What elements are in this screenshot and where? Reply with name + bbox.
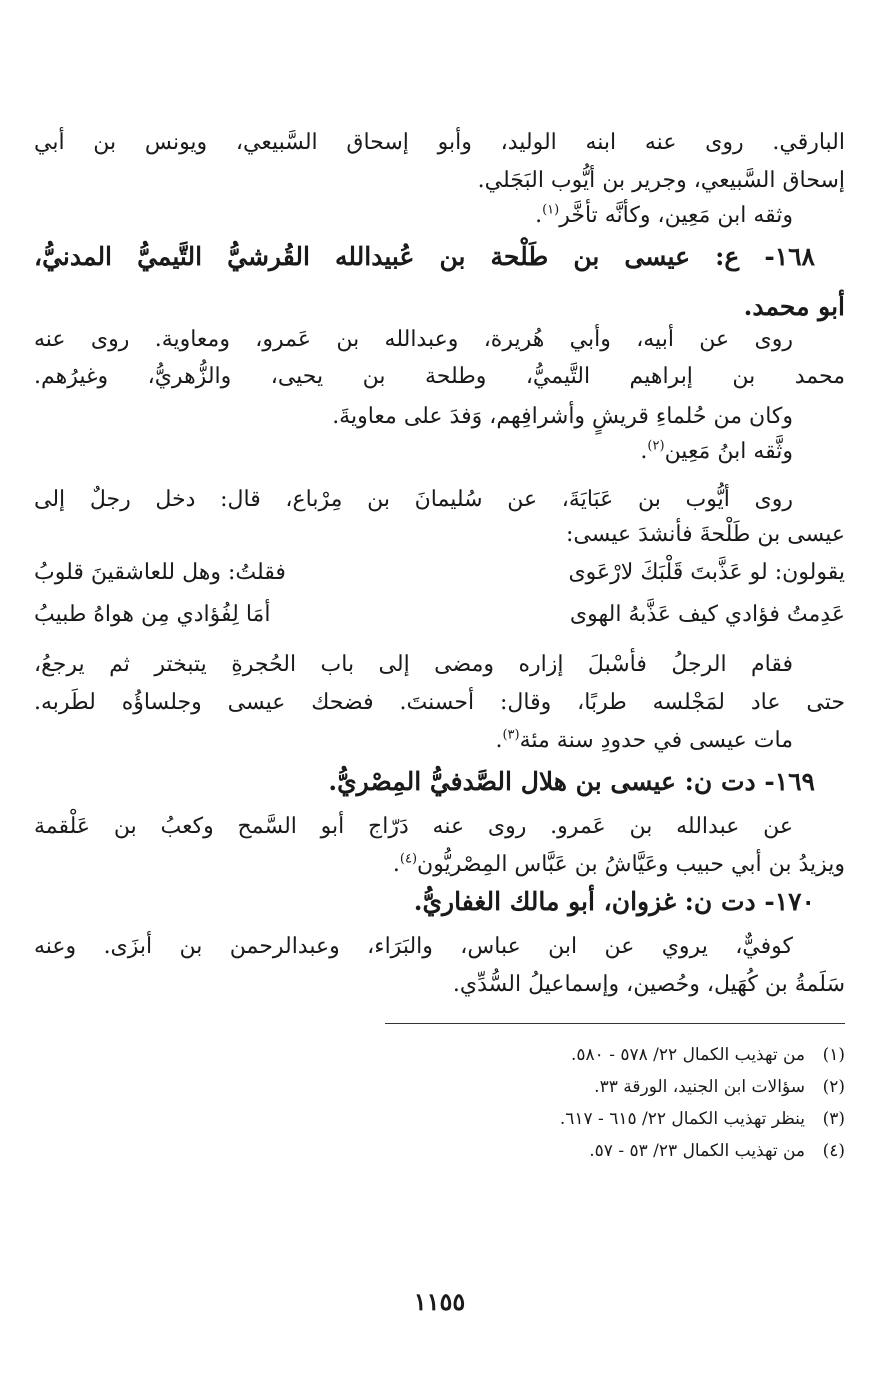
text-line bbox=[34, 726, 793, 756]
footnote-number: (٤) bbox=[822, 1141, 845, 1161]
text-line bbox=[34, 201, 793, 231]
footnote-separator bbox=[385, 1023, 845, 1024]
text-line: إسحاق السَّبيعي، وجرير بن أيُّوب البَجَلي. bbox=[477, 168, 845, 193]
text-line: حتى عاد لمَجْلسه طربًا، وقال: أحسنتَ. فضحك عيسى وجلساؤُه لطَربه. bbox=[34, 690, 845, 715]
entry-heading-170: ١٧٠- دت ن: غزوان، أبو مالك الغفاريُّ. bbox=[413, 887, 815, 916]
text-line-body: مات عيسى في حدودِ سنة مئة bbox=[519, 728, 793, 753]
poem-hemistich-left: أمَا لِفُؤادي مِن هواهُ طبيبُ bbox=[34, 602, 271, 627]
text-line-end: . bbox=[640, 439, 648, 464]
footnote-ref: (١) bbox=[542, 202, 560, 218]
footnote-number: (٢) bbox=[822, 1077, 845, 1097]
text-line: وكان من حُلماءِ قريشٍ وأشرافِهم، وَفدَ على معاويةَ. bbox=[332, 404, 793, 429]
footnote bbox=[560, 1107, 845, 1131]
poem-hemistich-right: عَدِمتُ فؤادي كيف عَذَّبهُ الهوى bbox=[569, 602, 845, 627]
text-line: البارقي. روى عنه ابنه الوليد، وأبو إسحاق السَّبيعي، ويونس بن أبي bbox=[34, 130, 845, 155]
poem-verse-1 bbox=[34, 558, 845, 588]
text-line-end: . bbox=[392, 852, 400, 877]
text-line: روى عن أبيه، وأبي هُريرة، وعبدالله بن عَمرو، ومعاوية. روى عنه bbox=[34, 327, 793, 352]
text-line: كوفيٌّ، يروي عن ابن عباس، والبَرَاء، وعبدالرحمن بن أبزَى. وعنه bbox=[34, 934, 793, 959]
text-line-end: . bbox=[495, 728, 503, 753]
poem-verse-2 bbox=[34, 600, 845, 630]
text-line-body: ويزيدُ بن أبي حبيب وعَيَّاشُ بن عَبَّاس المِصْريُّون bbox=[417, 852, 845, 877]
footnote-ref: (٣) bbox=[502, 727, 520, 743]
page-number: ١١٥٥ bbox=[413, 1287, 466, 1316]
text-line: روى أيُّوب بن عَبَايَةَ، عن سُليمانَ بن مِرْباع، قال: دخل رجلٌ إلى bbox=[34, 487, 793, 512]
footnote-ref: (٢) bbox=[647, 438, 665, 454]
footnote-text: ينظر تهذيب الكمال ٢٢/ ٦١٥ - ٦١٧. bbox=[559, 1109, 805, 1129]
footnote bbox=[589, 1139, 845, 1163]
text-line bbox=[34, 437, 793, 467]
footnote-text: سؤالات ابن الجنيد، الورقة ٣٣. bbox=[594, 1077, 805, 1097]
footnote-text: من تهذيب الكمال ٢٣/ ٥٣ - ٥٧. bbox=[589, 1141, 805, 1161]
footnote bbox=[594, 1075, 845, 1099]
footnote bbox=[571, 1043, 845, 1067]
text-line-end: . bbox=[535, 203, 543, 228]
text-line: فقام الرجلُ فأسْبلَ إزاره ومضى إلى باب الحُجرةِ يتبختر ثم يرجعُ، bbox=[34, 652, 793, 677]
text-line: عيسى بن طَلْحةَ فأنشدَ عيسى: bbox=[565, 522, 845, 547]
entry-heading-169: ١٦٩- دت ن: عيسى بن هلال الصَّدفيُّ المِصْريُّ. bbox=[328, 767, 815, 796]
poem-hemistich-left: فقلتُ: وهل للعاشقينَ قلوبُ bbox=[34, 560, 286, 585]
footnote-number: (١) bbox=[822, 1045, 845, 1065]
footnote-ref: (٤) bbox=[399, 851, 418, 867]
text-line-body: وثقه ابن مَعِين، وكأنَّه تأخَّر bbox=[559, 203, 793, 228]
text-line: محمد بن إبراهيم التَّيميُّ، وطلحة بن يحيى، والزُّهريُّ، وغيرُهم. bbox=[34, 364, 845, 389]
text-line bbox=[34, 850, 845, 880]
text-line-body: وثَّقه ابنُ مَعِين bbox=[664, 439, 793, 464]
entry-heading-168-cont: أبو محمد. bbox=[743, 292, 845, 321]
footnote-text: من تهذيب الكمال ٢٢/ ٥٧٨ - ٥٨٠. bbox=[570, 1045, 805, 1065]
entry-heading-168: ١٦٨- ع: عيسى بن طَلْحة بن عُبيدالله القُرشيُّ التَّيميُّ المدنيُّ، bbox=[34, 242, 815, 271]
text-line: عن عبدالله بن عَمرو. روى عنه دَرّاج أبو السَّمح وكعبُ بن عَلْقمة bbox=[34, 814, 793, 839]
footnote-number: (٣) bbox=[822, 1109, 845, 1129]
text-line: سَلَمةُ بن كُهَيل، وحُصين، وإسماعيلُ السُّدِّي. bbox=[452, 972, 845, 997]
poem-hemistich-right: يقولون: لو عَذَّبتَ قَلْبَكَ لارْعَوى bbox=[568, 560, 845, 585]
